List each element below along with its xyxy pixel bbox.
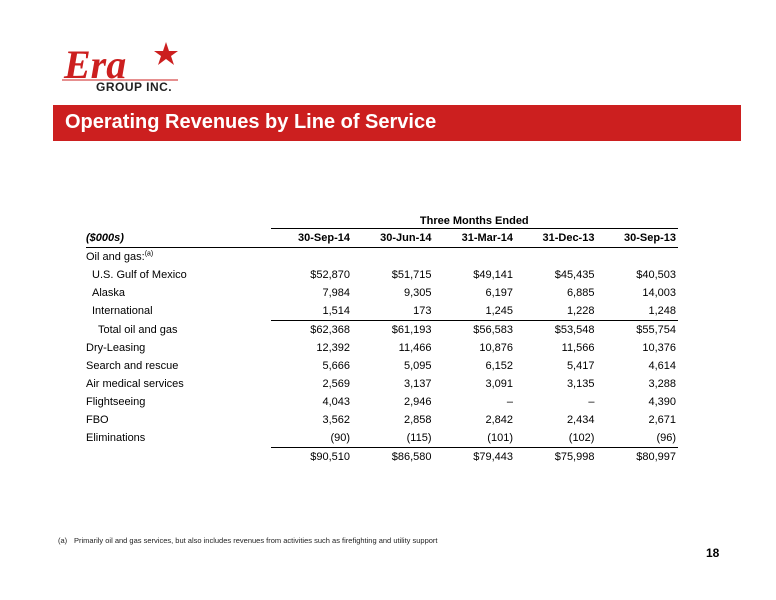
cell: (96)	[656, 432, 676, 444]
cell: 5,417	[566, 360, 595, 372]
table-row-grand-total	[86, 448, 678, 467]
cell: 2,842	[485, 414, 513, 426]
cell: 1,228	[566, 305, 595, 317]
table-row	[86, 357, 678, 375]
footnote	[58, 536, 438, 545]
cell: (101)	[487, 432, 513, 444]
cell: –	[506, 396, 513, 408]
cell: 2,946	[403, 396, 432, 408]
col-header: 30-Sep-13	[624, 232, 676, 244]
cell: 3,135	[566, 378, 595, 390]
cell: $56,583	[434, 321, 515, 340]
table-header-row	[86, 229, 678, 248]
footnote-ref: (a)	[144, 250, 154, 258]
cell: 10,376	[642, 342, 676, 354]
section-row-oil-gas	[86, 248, 678, 267]
row-label: Alaska	[92, 287, 126, 299]
cell: 14,003	[642, 287, 676, 299]
cell: 1,245	[485, 305, 513, 317]
row-label	[86, 448, 271, 467]
cell: $62,368	[271, 321, 352, 340]
cell: $86,580	[352, 448, 433, 467]
cell: (102)	[568, 432, 595, 444]
cell: $79,443	[434, 448, 515, 467]
col-header: 31-Mar-14	[461, 232, 513, 244]
cell: $53,548	[515, 321, 596, 340]
cell: 12,392	[316, 342, 351, 354]
cell: 3,091	[485, 378, 513, 390]
cell: 5,666	[322, 360, 351, 372]
table-row	[86, 266, 678, 284]
row-label: International	[92, 305, 153, 318]
cell: 9,305	[403, 287, 432, 299]
revenue-table	[86, 214, 678, 466]
cell: 1,248	[648, 305, 676, 317]
cell: 7,984	[322, 287, 351, 299]
cell: 5,095	[403, 360, 432, 372]
section-label: Oil and gas:$^{(a)}$	[86, 250, 154, 263]
star-icon	[154, 42, 178, 65]
footnote-mark: (a)	[58, 536, 68, 545]
row-label: U.S. Gulf of Mexico	[92, 269, 187, 281]
cell: 2,858	[403, 414, 432, 426]
cell: 6,197	[485, 287, 513, 299]
cell: $90,510	[271, 448, 352, 467]
row-label: Air medical services	[86, 378, 184, 390]
table-row	[86, 393, 678, 411]
cell: 1,514	[322, 305, 351, 317]
cell: 2,569	[322, 378, 351, 390]
table-row	[86, 411, 678, 429]
cell: 3,137	[403, 378, 432, 390]
col-header: 31-Dec-13	[542, 232, 595, 244]
three-months-ended-header: Three Months Ended	[271, 214, 678, 229]
cell: $80,997	[596, 448, 678, 467]
cell: 10,876	[479, 342, 513, 354]
cell: $51,715	[391, 269, 432, 281]
cell: 11,566	[561, 342, 595, 354]
title-banner	[53, 105, 741, 141]
table-row	[86, 375, 678, 393]
cell: (90)	[330, 432, 351, 444]
cell: $45,435	[554, 269, 595, 281]
table-row	[86, 284, 678, 302]
col-header: 30-Sep-14	[298, 232, 351, 244]
cell: 4,043	[322, 396, 351, 408]
cell: 6,152	[485, 360, 513, 372]
cell: 6,885	[566, 287, 595, 299]
revenue-table-container	[86, 214, 678, 466]
cell: 4,614	[648, 360, 676, 372]
cell: 3,562	[322, 414, 351, 426]
row-label: Total oil and gas	[98, 323, 178, 336]
footnote-text: Primarily oil and gas services, but also includes revenues from activities such as firefighting and utility support	[74, 536, 438, 545]
table-row	[86, 429, 678, 448]
table-group-header-row	[86, 214, 678, 229]
cell: 4,390	[648, 396, 676, 408]
cell: 2,671	[648, 414, 676, 426]
cell: $61,193	[352, 321, 433, 340]
cell: 11,466	[398, 342, 432, 354]
logo-subtitle: GROUP INC.	[96, 80, 173, 94]
page-title: Operating Revenues by Line of Service	[65, 111, 437, 133]
table-row-total-oil-gas	[86, 321, 678, 340]
col-header: 30-Jun-14	[380, 232, 432, 244]
cell: 3,288	[648, 378, 676, 390]
cell: 2,434	[566, 414, 595, 426]
cell: $52,870	[310, 269, 351, 281]
row-label: Dry-Leasing	[86, 342, 146, 354]
unit-label: ($000s)	[86, 231, 124, 244]
cell: $49,141	[473, 269, 513, 281]
cell: (115)	[406, 432, 432, 444]
row-label: Flightseeing	[86, 396, 146, 408]
table-row	[86, 302, 678, 321]
row-label: Search and rescue	[86, 360, 179, 372]
logo-brand-text: Era	[64, 42, 127, 87]
row-label: FBO	[86, 414, 109, 426]
cell: $40,503	[636, 269, 676, 281]
cell: $55,754	[596, 321, 678, 340]
table-row	[86, 339, 678, 357]
row-label: Eliminations	[86, 432, 146, 445]
cell: 173	[413, 305, 432, 317]
cell: –	[588, 396, 595, 408]
cell: $75,998	[515, 448, 596, 467]
page-number: 18	[706, 546, 720, 560]
